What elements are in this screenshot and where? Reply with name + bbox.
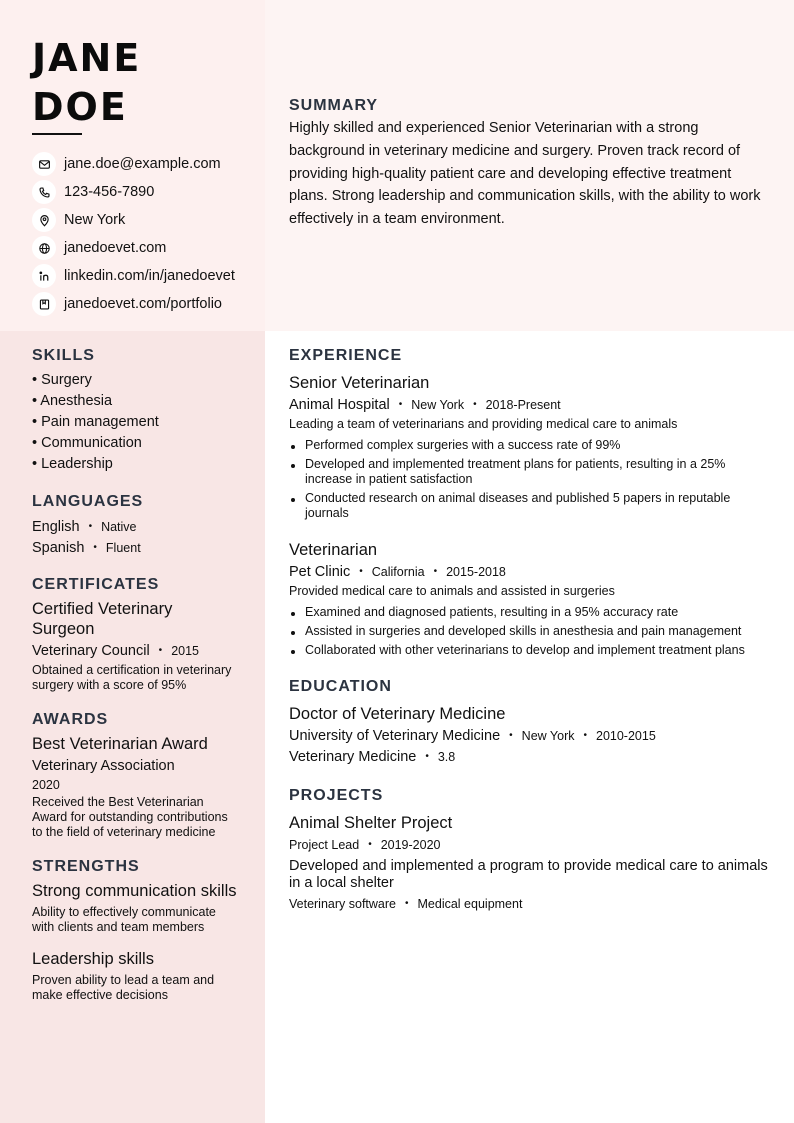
project-tool: Veterinary software xyxy=(289,897,396,911)
list-item: • Pain management xyxy=(32,414,159,430)
strength-description: Proven ability to lead a team and make effective decisions xyxy=(32,973,215,1002)
job-bullets xyxy=(289,438,769,521)
right-column xyxy=(289,347,769,914)
skills-list xyxy=(32,370,237,475)
language-name: Spanish xyxy=(32,539,85,556)
contact-text: 123-456-7890 xyxy=(64,184,155,200)
certificate-description: Obtained a certification in veterinary surgery with a score of 95% xyxy=(32,663,232,692)
location-pin-icon xyxy=(32,208,56,232)
projects-section xyxy=(289,787,769,914)
contact-text: New York xyxy=(64,212,126,228)
list-item: Developed and implemented treatment plans for patients, resulting in a 25% increase in patient satisfaction xyxy=(289,457,769,487)
award-org: Veterinary Association xyxy=(32,758,175,774)
job-company: Pet Clinic xyxy=(289,564,351,580)
job-location: California xyxy=(371,565,425,579)
project-meta xyxy=(289,835,769,855)
contact-phone[interactable] xyxy=(32,178,235,206)
degree-title: Doctor of Veterinary Medicine xyxy=(289,705,506,723)
section-heading: SKILLS xyxy=(32,347,95,364)
job-description: Provided medical care to animals and assisted in surgeries xyxy=(289,584,615,598)
skills-section xyxy=(32,347,237,475)
project-role: Project Lead xyxy=(289,838,360,852)
linkedin-icon xyxy=(32,264,56,288)
language-row xyxy=(32,516,237,537)
school-location: New York xyxy=(521,729,575,743)
strength-description: Ability to effectively communicate with clients and team members xyxy=(32,905,216,934)
list-item: Collaborated with other veterinarians to develop and implement treatment plans xyxy=(289,643,769,658)
separator-dot: • xyxy=(359,566,363,577)
section-heading: SUMMARY xyxy=(289,97,379,114)
job-title: Veterinarian xyxy=(289,541,378,559)
list-item: Conducted research on animal diseases and published 5 papers in reputable journals xyxy=(289,491,769,521)
separator-dot: • xyxy=(368,839,372,850)
name-divider xyxy=(32,133,82,135)
section-heading: PROJECTS xyxy=(289,787,384,804)
education-meta xyxy=(289,726,769,746)
separator-dot: • xyxy=(583,730,587,741)
separator-dot: • xyxy=(158,645,163,656)
experience-entry xyxy=(289,539,769,658)
experience-section xyxy=(289,347,769,658)
separator-dot: • xyxy=(425,751,429,762)
strengths-section xyxy=(32,858,237,1003)
separator-dot: • xyxy=(509,730,513,741)
certificate-year: 2015 xyxy=(171,644,199,658)
list-item: • Communication xyxy=(32,435,142,451)
job-dates: 2015-2018 xyxy=(446,565,506,579)
job-description: Leading a team of veterinarians and providing medical care to animals xyxy=(289,417,678,431)
strength-title: Strong communication skills xyxy=(32,882,237,900)
separator-dot: • xyxy=(405,898,409,909)
list-item: Assisted in surgeries and developed skills in anesthesia and pain management xyxy=(289,624,769,639)
contact-list xyxy=(32,150,235,318)
separator-dot: • xyxy=(433,566,438,577)
list-item: • Anesthesia xyxy=(32,393,113,409)
contact-email[interactable] xyxy=(32,150,235,178)
job-dates: 2018-Present xyxy=(485,398,561,412)
education-gpa: 3.8 xyxy=(437,750,456,764)
project-tools xyxy=(289,894,769,914)
last-name: DOE xyxy=(32,85,128,129)
separator-dot: • xyxy=(473,399,477,410)
summary-text: Highly skilled and experienced Senior Veterinarian with a strong background in veterinary medicine and surgery. Proven track record of providing high-quality patient care and developing effective treatment plans. Strong leadership and communication skills, with the ability to work effectively in a team environment. xyxy=(289,120,761,228)
education-dates: 2010-2015 xyxy=(596,729,656,743)
contact-portfolio[interactable] xyxy=(32,290,235,318)
contact-website[interactable] xyxy=(32,234,235,262)
education-field-row xyxy=(289,747,769,767)
awards-section xyxy=(32,711,237,840)
contact-text: janedoevet.com xyxy=(64,240,167,256)
certificate-meta xyxy=(32,643,237,659)
list-item: Examined and diagnosed patients, resulting in a 95% accuracy rate xyxy=(289,605,769,620)
award-description: Received the Best Veterinarian Award for outstanding contributions to the field of veterinary medicine xyxy=(32,795,228,839)
contact-text: janedoevet.com/portfolio xyxy=(64,296,222,312)
section-heading: CERTIFICATES xyxy=(32,576,160,593)
award-title: Best Veterinarian Award xyxy=(32,735,208,753)
section-heading: EXPERIENCE xyxy=(289,347,403,364)
job-company: Animal Hospital xyxy=(289,397,390,413)
certificate-org: Veterinary Council xyxy=(32,643,150,659)
project-tool: Medical equipment xyxy=(417,897,523,911)
language-level: Fluent xyxy=(105,540,141,555)
list-item: • Surgery xyxy=(32,372,92,388)
section-heading: LANGUAGES xyxy=(32,493,144,510)
candidate-name xyxy=(32,34,141,132)
section-heading: STRENGTHS xyxy=(32,858,140,875)
list-item: • Leadership xyxy=(32,456,113,472)
first-name: JANE xyxy=(32,36,142,80)
job-meta xyxy=(289,395,769,415)
job-title: Senior Veterinarian xyxy=(289,374,430,392)
school-name: University of Veterinary Medicine xyxy=(289,728,501,744)
list-item: Performed complex surgeries with a success rate of 99% xyxy=(289,438,769,453)
phone-icon xyxy=(32,180,56,204)
experience-entry xyxy=(289,372,769,521)
left-column xyxy=(32,347,237,1003)
contact-linkedin[interactable] xyxy=(32,262,235,290)
section-heading: EDUCATION xyxy=(289,678,392,695)
job-meta xyxy=(289,562,769,582)
contact-text: linkedin.com/in/janedoevet xyxy=(64,268,235,284)
certificate-title: Certified Veterinary Surgeon xyxy=(32,600,173,638)
job-bullets xyxy=(289,605,769,658)
separator-dot: • xyxy=(93,541,97,553)
separator-dot: • xyxy=(398,399,403,410)
language-name: English xyxy=(32,518,80,535)
summary-section xyxy=(289,97,769,231)
project-title: Animal Shelter Project xyxy=(289,814,453,832)
education-field: Veterinary Medicine xyxy=(289,749,417,765)
job-location: New York xyxy=(411,398,465,412)
strength-title: Leadership skills xyxy=(32,950,154,968)
contact-text: jane.doe@example.com xyxy=(64,156,221,172)
separator-dot: • xyxy=(88,520,93,532)
language-row xyxy=(32,537,237,558)
education-section xyxy=(289,678,769,767)
section-heading: AWARDS xyxy=(32,711,109,728)
portfolio-icon xyxy=(32,292,56,316)
mail-icon xyxy=(32,152,56,176)
award-year: 2020 xyxy=(32,778,60,792)
certificates-section xyxy=(32,576,237,693)
languages-section xyxy=(32,493,237,558)
project-dates: 2019-2020 xyxy=(380,838,441,852)
globe-icon xyxy=(32,236,56,260)
project-description: Developed and implemented a program to provide medical care to animals in a local shelter xyxy=(289,858,768,891)
language-level: Native xyxy=(101,519,137,534)
contact-location xyxy=(32,206,235,234)
